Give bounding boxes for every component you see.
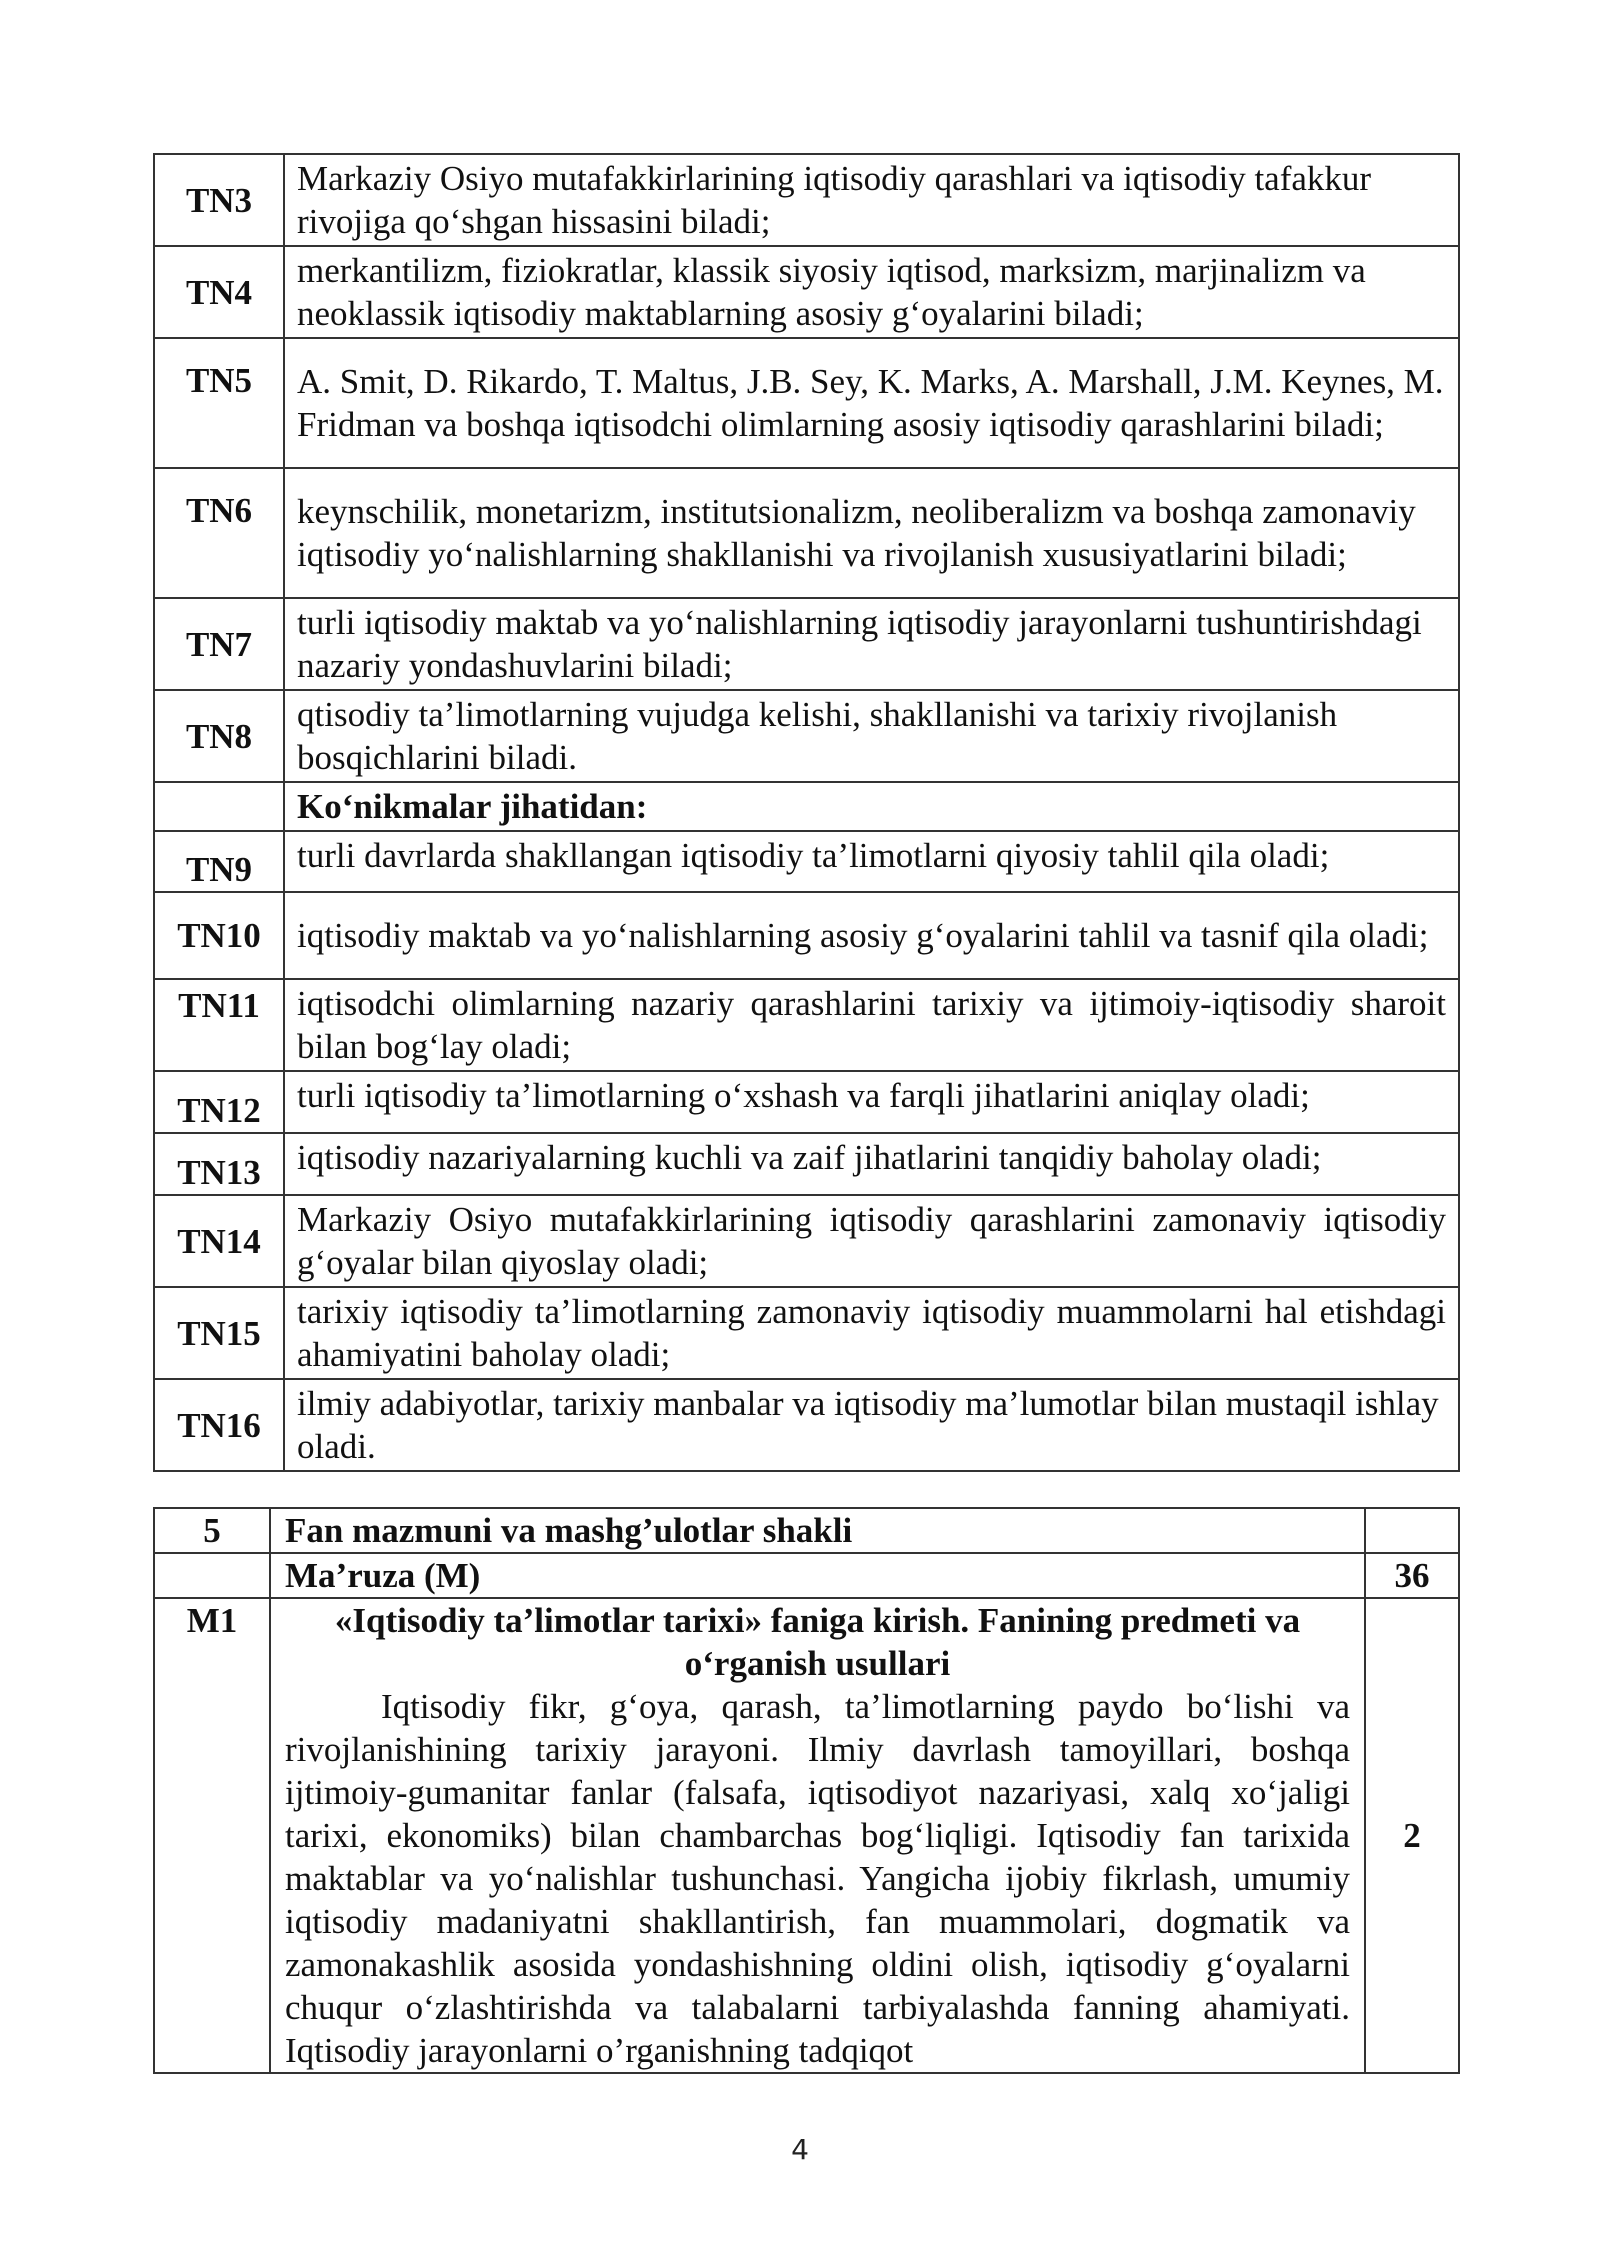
outcome-code: TN13 — [154, 1133, 284, 1195]
table-row — [154, 468, 1459, 598]
outcome-text: merkantilizm, fiziokratlar, klassik siyosiy iqtisod, marksizm, marjinalizm va neoklassik iqtisodiy maktablarning asosiy g‘oyalarini biladi; — [284, 246, 1459, 338]
skills-header: Ko‘nikmalar jihatidan: — [284, 782, 1459, 831]
table-row — [154, 246, 1459, 338]
outcome-code: TN10 — [154, 892, 284, 979]
lecture-content — [270, 1598, 1365, 2073]
outcome-text: turli iqtisodiy ta’limotlarning o‘xshash va farqli jihatlarini aniqlay oladi; — [284, 1071, 1459, 1133]
outcome-code: TN7 — [154, 598, 284, 690]
outcome-code: TN4 — [154, 246, 284, 338]
section-title: Fan mazmuni va mashg’ulotlar shakli — [270, 1508, 1365, 1553]
table-row — [154, 979, 1459, 1071]
outcome-code: TN12 — [154, 1071, 284, 1133]
section-number: 5 — [154, 1508, 270, 1553]
outcome-code: TN11 — [154, 979, 284, 1071]
lecture-body: Iqtisodiy fikr, g‘oya, qarash, ta’limotlarning paydo bo‘lishi va rivojlanishining tarixiy jarayoni. Ilmiy davrlash tamoyillari, boshqa ijtimoiy-gumanitar fanlar (falsafa, iqtisodiyot nazariyasi, xalq xo‘jaligi tarixi, ekonomiks) bilan chambarchas bog‘liqligi. Iqtisodiy fan tarixida maktablar va yo‘nalishlar tushunchasi. Yangicha ijobiy fikrlash, umumiy iqtisodiy madaniyatni shakllantirish, fan muammolari, dogmatik va zamonakashlik asosida yondashishning oldini olish, iqtisodiy g‘oyalarni chuqur o‘zlashtirishda va talabalarni tarbiyalashda fanning ahamiyati. Iqtisodiy jarayonlarni o’rganishning tadqiqot — [285, 1687, 1350, 2070]
lecture-hours: 2 — [1365, 1598, 1459, 2073]
outcome-code: TN9 — [154, 831, 284, 892]
table-row — [154, 338, 1459, 468]
outcome-text: iqtisodiy nazariyalarning kuchli va zaif jihatlarini tanqidiy baholay oladi; — [284, 1133, 1459, 1195]
lecture-code: M1 — [154, 1598, 270, 2073]
page-number: 4 — [791, 2133, 809, 2166]
lecture-header-row — [154, 1553, 1459, 1598]
table-row — [154, 598, 1459, 690]
outcome-text: Markaziy Osiyo mutafakkirlarining iqtisodiy qarashlarini zamonaviy iqtisodiy g‘oyalar bilan qiyoslay oladi; — [284, 1195, 1459, 1287]
table-row — [154, 1287, 1459, 1379]
lecture-row — [154, 1598, 1459, 2073]
lecture-total-hours: 36 — [1365, 1553, 1459, 1598]
outcome-text: turli iqtisodiy maktab va yo‘nalishlarning iqtisodiy jarayonlarni tushuntirishdagi nazariy yondashuvlarini biladi; — [284, 598, 1459, 690]
outcome-text: Markaziy Osiyo mutafakkirlarining iqtisodiy qarashlari va iqtisodiy tafakkur rivojiga qo‘shgan hissasini biladi; — [284, 154, 1459, 246]
table-row — [154, 892, 1459, 979]
outcome-code: TN6 — [154, 468, 284, 598]
outcome-code: TN3 — [154, 154, 284, 246]
outcome-text: iqtisodiy maktab va yo‘nalishlarning asosiy g‘oyalarini tahlil va tasnif qila oladi; — [284, 892, 1459, 979]
outcome-code: TN15 — [154, 1287, 284, 1379]
outcome-text: qtisodiy ta’limotlarning vujudga kelishi, shakllanishi va tarixiy rivojlanish bosqichlarini biladi. — [284, 690, 1459, 782]
empty-cell — [1365, 1508, 1459, 1553]
course-content-table — [153, 1507, 1460, 2074]
table-row — [154, 1133, 1459, 1195]
empty-cell — [154, 782, 284, 831]
outcome-text: ilmiy adabiyotlar, tarixiy manbalar va iqtisodiy ma’lumotlar bilan mustaqil ishlay oladi. — [284, 1379, 1459, 1471]
table-row — [154, 1379, 1459, 1471]
outcome-text: iqtisodchi olimlarning nazariy qarashlarini tarixiy va ijtimoiy-iqtisodiy sharoit bilan bog‘lay oladi; — [284, 979, 1459, 1071]
outcome-code: TN16 — [154, 1379, 284, 1471]
outcome-code: TN8 — [154, 690, 284, 782]
lecture-title: «Iqtisodiy ta’limotlar tarixi» faniga kirish. Fanining predmeti va o‘rganish usullari — [334, 1601, 1301, 1683]
outcome-code: TN14 — [154, 1195, 284, 1287]
empty-cell — [154, 1553, 270, 1598]
skills-header-row — [154, 782, 1459, 831]
outcome-text: tarixiy iqtisodiy ta’limotlarning zamonaviy iqtisodiy muammolarni hal etishdagi ahamiyatini baholay oladi; — [284, 1287, 1459, 1379]
section-header-row — [154, 1508, 1459, 1553]
learning-outcomes-table — [153, 153, 1460, 1472]
lecture-label: Ma’ruza (M) — [270, 1553, 1365, 1598]
table-row — [154, 1195, 1459, 1287]
outcome-text: turli davrlarda shakllangan iqtisodiy ta’limotlarni qiyosiy tahlil qila oladi; — [284, 831, 1459, 892]
outcome-code: TN5 — [154, 338, 284, 468]
outcome-text: keynschilik, monetarizm, institutsionalizm, neoliberalizm va boshqa zamonaviy iqtisodiy yo‘nalishlarning shakllanishi va rivojlanish xususiyatlarini biladi; — [284, 468, 1459, 598]
table-row — [154, 1071, 1459, 1133]
table-row — [154, 831, 1459, 892]
table-row — [154, 154, 1459, 246]
table-row — [154, 690, 1459, 782]
outcome-text: A. Smit, D. Rikardo, T. Maltus, J.B. Sey, K. Marks, A. Marshall, J.M. Keynes, M. Fridman va boshqa iqtisodchi olimlarning asosiy iqtisodiy qarashlarini biladi; — [284, 338, 1459, 468]
